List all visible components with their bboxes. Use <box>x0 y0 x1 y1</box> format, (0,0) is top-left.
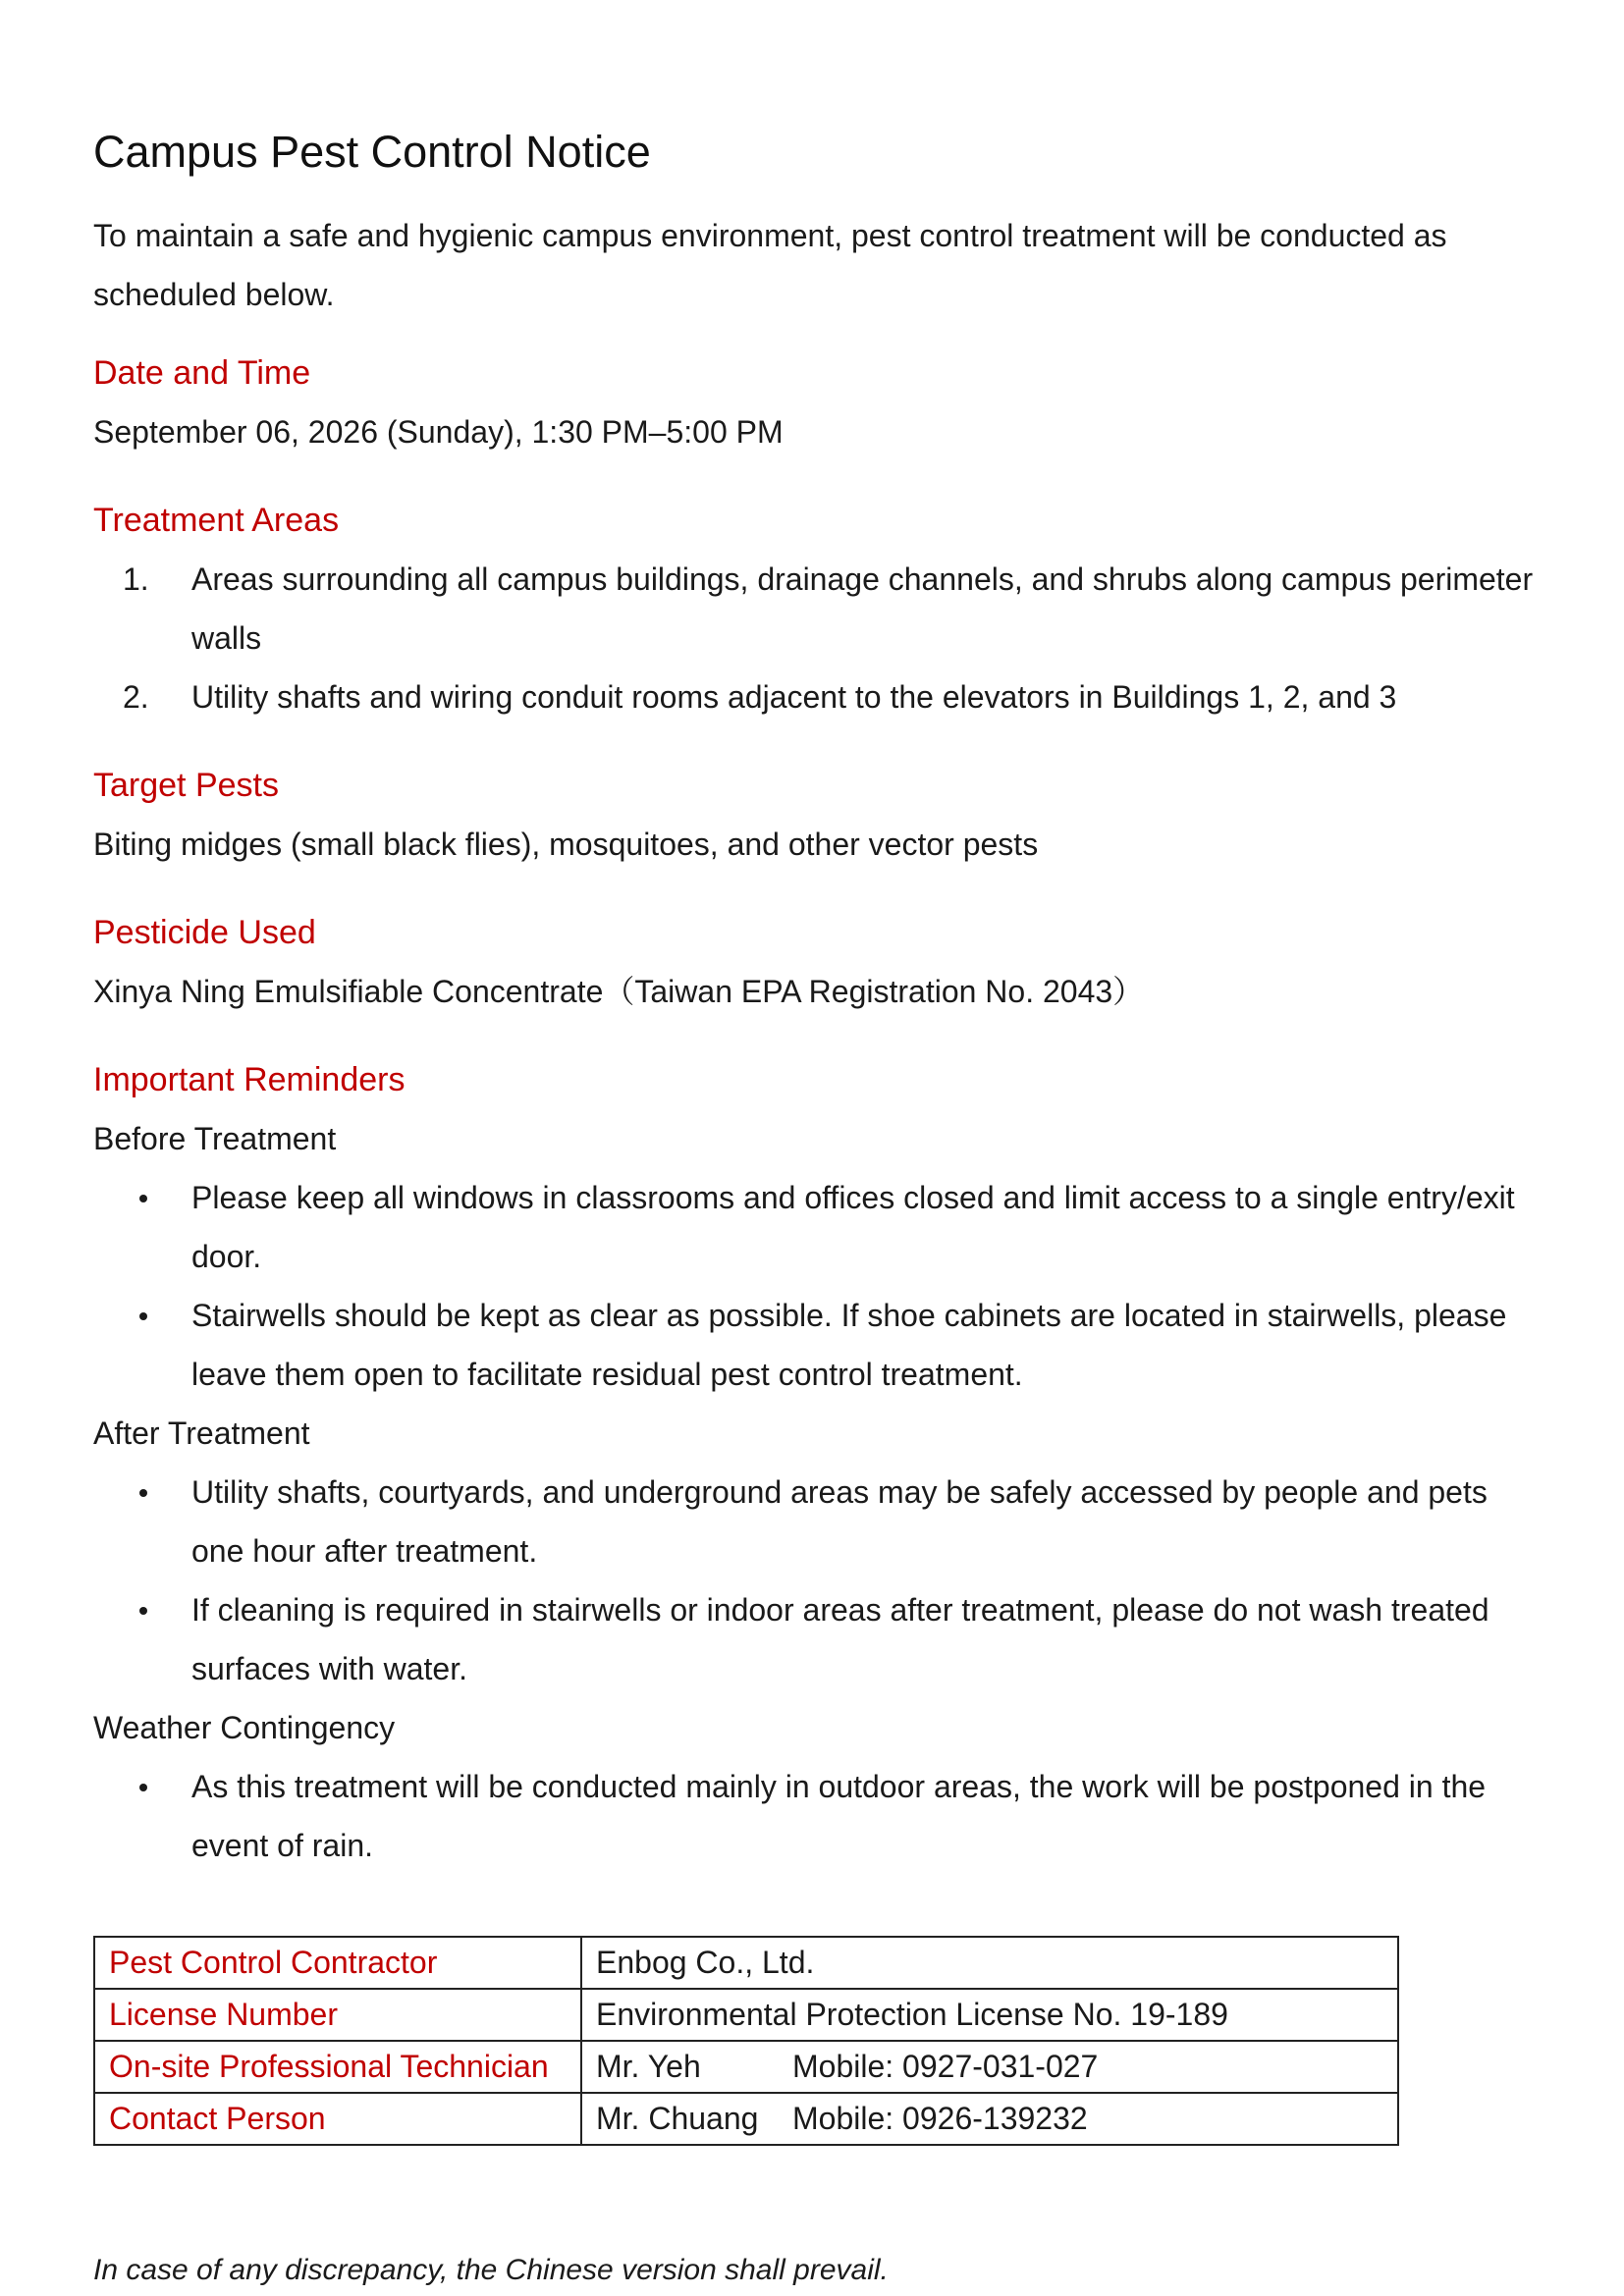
areas-heading: Treatment Areas <box>93 502 340 539</box>
before-treatment-label: Before Treatment <box>93 1121 337 1156</box>
contractor-value: Enbog Co., Ltd. <box>581 1937 1398 1989</box>
list-item-text: Areas surrounding all campus buildings, drainage channels, and shrubs along campus perimeter walls <box>191 561 1534 656</box>
pesticide-heading: Pesticide Used <box>93 914 316 951</box>
list-item <box>93 1286 1537 1404</box>
table-row <box>94 2041 1398 2093</box>
list-item-text: As this treatment will be conducted mainly in outdoor areas, the work will be postponed in the event of rain. <box>191 1769 1487 1863</box>
contact-person-label: Contact Person <box>94 2093 581 2145</box>
page-title: Campus Pest Control Notice <box>93 127 651 177</box>
license-label: License Number <box>94 1989 581 2041</box>
technician-name: Mr. Yeh <box>596 2049 701 2084</box>
list-item <box>93 1463 1537 1580</box>
list-item-text: Utility shafts, courtyards, and underground areas may be safely accessed by people and pets one hour after treatment. <box>191 1474 1488 1569</box>
list-item-text: Please keep all windows in classrooms and offices closed and limit access to a single entry/exit door. <box>191 1180 1515 1274</box>
before-treatment-list <box>93 1168 1537 1404</box>
pesticide-text: Xinya Ning Emulsifiable Concentrate（Taiwan EPA Registration No. 2043） <box>93 974 1145 1009</box>
license-value: Environmental Protection License No. 19-189 <box>581 1989 1398 2041</box>
technician-label: On-site Professional Technician <box>94 2041 581 2093</box>
areas-list <box>93 550 1537 726</box>
technician-mobile: Mobile: 0927-031-027 <box>792 2049 1099 2084</box>
list-item <box>93 667 1537 726</box>
pests-text: Biting midges (small black flies), mosquitoes, and other vector pests <box>93 827 1039 862</box>
pests-heading: Target Pests <box>93 767 279 804</box>
table-row <box>94 2093 1398 2145</box>
contractor-label: Pest Control Contractor <box>94 1937 581 1989</box>
notice-document <box>93 118 1537 2146</box>
bullet-icon <box>139 1489 147 1497</box>
after-treatment-label: After Treatment <box>93 1415 310 1451</box>
bullet-icon <box>139 1784 147 1791</box>
date-text: September 06, 2026 (Sunday), 1:30 PM–5:00 PM <box>93 414 784 450</box>
table-row <box>94 1989 1398 2041</box>
list-item-text: Stairwells should be kept as clear as possible. If shoe cabinets are located in stairwells, please leave them open to facilitate residual pest control treatment. <box>191 1298 1507 1392</box>
bullet-icon <box>139 1607 147 1615</box>
list-item <box>93 1168 1537 1286</box>
weather-contingency-label: Weather Contingency <box>93 1710 396 1745</box>
weather-contingency-list <box>93 1757 1537 1875</box>
date-heading: Date and Time <box>93 354 311 392</box>
footnote: In case of any discrepancy, the Chinese version shall prevail. <box>93 2254 889 2286</box>
list-item <box>93 1580 1537 1698</box>
contact-person-name: Mr. Chuang <box>596 2101 759 2136</box>
list-number: 1. <box>123 561 149 597</box>
list-item <box>93 1757 1537 1875</box>
list-item-text: Utility shafts and wiring conduit rooms adjacent to the elevators in Buildings 1, 2, and 3 <box>191 679 1397 715</box>
bullet-icon <box>139 1195 147 1202</box>
table-row <box>94 1937 1398 1989</box>
technician-value <box>581 2041 1398 2093</box>
intro-paragraph: To maintain a safe and hygienic campus environment, pest control treatment will be conducted as scheduled below. <box>93 218 1447 312</box>
reminders-heading: Important Reminders <box>93 1061 406 1098</box>
bullet-icon <box>139 1312 147 1320</box>
after-treatment-list <box>93 1463 1537 1698</box>
list-item-text: If cleaning is required in stairwells or indoor areas after treatment, please do not wash treated surfaces with water. <box>191 1592 1489 1686</box>
contact-person-mobile: Mobile: 0926-139232 <box>792 2101 1088 2136</box>
list-number: 2. <box>123 679 149 715</box>
contact-table <box>93 1936 1399 2146</box>
contact-person-value <box>581 2093 1398 2145</box>
list-item <box>93 550 1537 667</box>
